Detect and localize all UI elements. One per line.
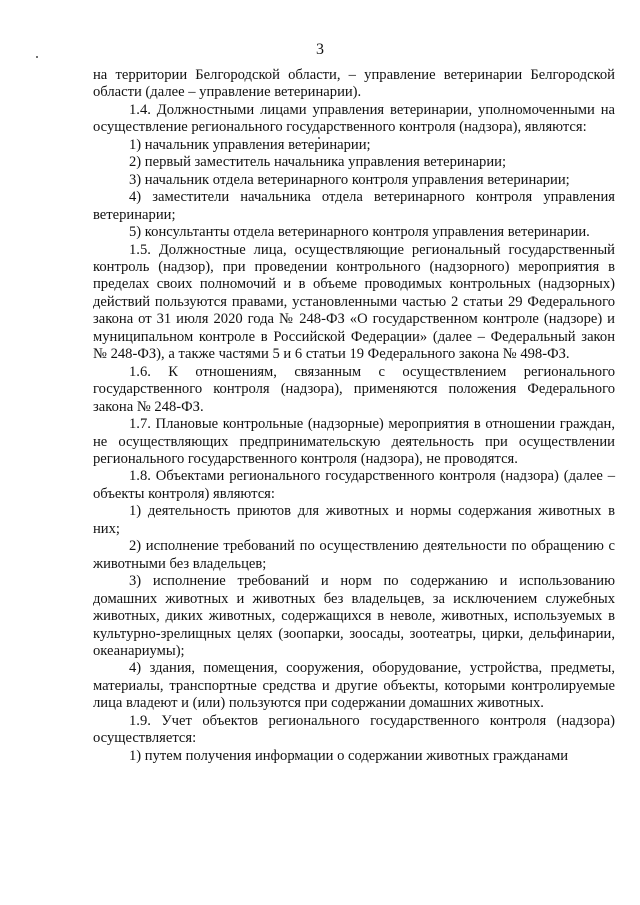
document-body [93,67,615,765]
list-item: 3) исполнение требований и норм по содержанию и использованию домашних животных и животных без владельцев, за исключением служебных животных, диких животных, содержащихся в неволе, животных, используемых в культурно-зрелищных целях (зоопарки, зоосады, зоотеатры, цирки, дельфинарии, океанариумы); [93,573,615,659]
paragraph: 1.7. Плановые контрольные (надзорные) мероприятия в отношении граждан, не осуществляющих предпринимательскую деятельность при осуществлении регионального государственного контроля (надзора), не проводятся. [93,416,615,467]
list-item: 4) здания, помещения, сооружения, оборудование, устройства, предметы, материалы, транспортные средства и другие объекты, которыми контролируемые лица владеют и (или) пользуются при содержании домашних животных. [93,660,615,712]
paragraph: 1.4. Должностными лицами управления ветеринарии, уполномоченными на осуществление регионального государственного контроля (надзора), являются: [93,101,615,136]
list-item: 1) начальник управления ветеринарии; [129,136,371,153]
paragraph: 1.6. К отношениям, связанным с осуществлением регионального государственного контроля (надзора), применяются положения Федерального закона № 248-ФЗ. [93,363,615,415]
list-item: 3) начальник отдела ветеринарного контроля управления ветеринарии; [129,171,570,188]
page-number: 3 [316,41,324,58]
list-item: 4) заместители начальника отдела ветеринарного контроля управления ветеринарии; [93,189,615,223]
paragraph: 1.8. Объектами регионального государственного контроля (надзора) (далее – объекты контроля) являются: [93,468,615,502]
list-item: 5) консультанты отдела ветеринарного контроля управления ветеринарии. [129,224,590,241]
list-item: 1) путем получения информации о содержании животных гражданами [129,747,569,764]
paragraph: 1.5. Должностные лица, осуществляющие региональный государственный контроль (надзор), при проведении контрольного (надзорного) мероприятия в пределах своих полномочий и в объеме проводимых контрольных (надзорных) действий пользуются правами, установленными частью 2 статьи 29 Федерального закона от 31 июля 2020 года № 248-ФЗ «О государственном контроле (надзоре) и муниципальном контроле в Российской Федерации» (далее – Федеральный закон № 248-ФЗ), а также частями 5 и 6 статьи 19 Федерального закона № 498-ФЗ. [93,241,615,363]
list-item: 2) первый заместитель начальника управления ветеринарии; [129,154,506,171]
list-item: 2) исполнение требований по осуществлению деятельности по обращению с животными без владельцев; [93,538,615,572]
list-item: 1) деятельность приютов для животных и нормы содержания животных в них; [93,503,615,537]
paragraph: на территории Белгородской области, – управление ветеринарии Белгородской области (далее – управление ветеринарии). [93,67,615,101]
paragraph: 1.9. Учет объектов регионального государственного контроля (надзора) осуществляется: [93,712,615,747]
